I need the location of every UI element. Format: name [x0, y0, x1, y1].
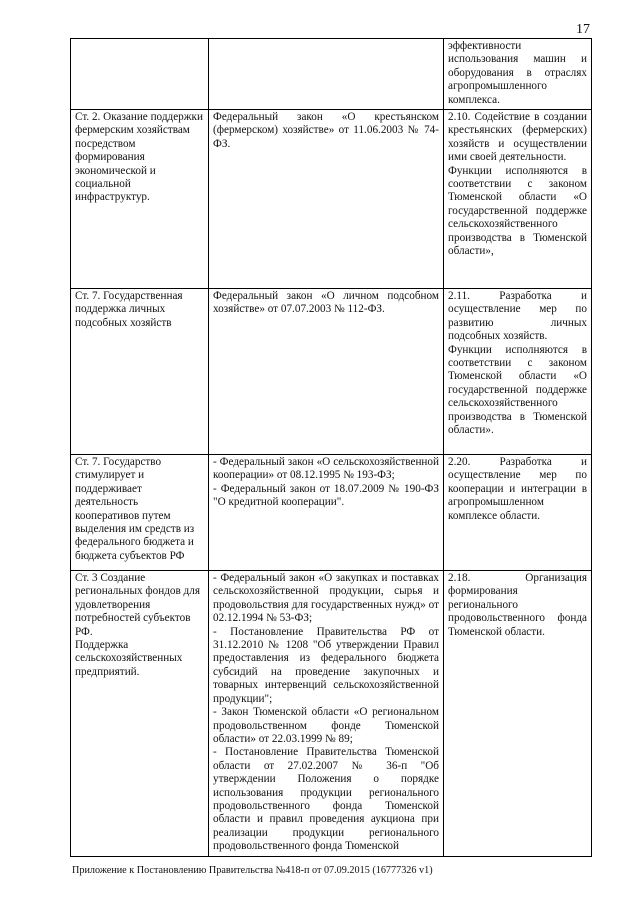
function-cell: [444, 455, 592, 571]
function-cell: [444, 39, 592, 110]
table-row: [71, 110, 592, 289]
function-text: 2.10. Содействие в создании крестьянских (фермерских) хозяйств и осуществлении ими своей деятельности.: [448, 111, 587, 164]
function-text: Функции исполняются в соответствии с законом Тюменской области «О государственной поддержке сельскохозяйственного производства в Тюменской области»,: [448, 164, 587, 258]
law-text: - Постановление Правительства РФ от 31.12.2010 № 1208 "Об утверждении Правил предоставления из федерального бюджета субсидий на проведение закупочных и товарных интервенций сельскохозяйственной продукции";: [213, 625, 439, 705]
table-row: [71, 571, 592, 857]
law-cell: [209, 289, 444, 455]
function-text: 2.18. Организация формирования регионального продовольственного фонда Тюменской области.: [448, 572, 587, 638]
function-cell: [444, 289, 592, 455]
law-cell: [209, 571, 444, 857]
function-text: 2.11. Разработка и осуществление мер по развитию личных подсобных хозяйств.: [448, 290, 587, 343]
law-text: - Федеральный закон от 18.07.2009 № 190-ФЗ "О кредитной кооперации".: [213, 482, 439, 509]
function-text: Функции исполняются в соответствии с законом Тюменской области «О государственной поддержке сельскохозяйственного производства в Тюменской области».: [448, 343, 587, 437]
law-text: Федеральный закон «О крестьянском (фермерском) хозяйстве» от 11.06.2003 № 74-ФЗ.: [213, 111, 439, 150]
article-text: Поддержка сельскохозяйственных предприятий.: [75, 639, 183, 678]
article-cell: [71, 455, 209, 571]
article-cell: [71, 39, 209, 110]
law-cell: [209, 455, 444, 571]
article-cell: [71, 289, 209, 455]
law-text: Федеральный закон «О личном подсобном хозяйстве» от 07.07.2003 № 112-ФЗ.: [213, 290, 439, 316]
table-row: [71, 289, 592, 455]
article-text: Ст. 7. Государство стимулирует и поддерживает деятельность кооперативов путем выделения им средств из федерального бюджета и бюджета субъектов РФ: [75, 456, 195, 562]
law-cell: [209, 39, 444, 110]
function-text: эффективности использования машин и оборудования в отраслях агропромышленного комплекса.: [448, 40, 587, 106]
page-number: 17: [576, 22, 590, 37]
function-cell: [444, 110, 592, 289]
document-footer: Приложение к Постановлению Правительства №418-п от 07.09.2015 (16777326 v1): [72, 865, 433, 876]
law-text: - Закон Тюменской области «О региональном продовольственном фонде Тюменской области» от 22.03.1999 № 89;: [213, 706, 439, 745]
law-cell: [209, 110, 444, 289]
article-text: Ст. 7. Государственная поддержка личных подсобных хозяйств: [75, 290, 183, 329]
law-text: - Постановление Правительства Тюменской области от 27.02.2007 № 36-п "Об утверждении Положения о порядке использования продукции регионального продовольственного фонда Тюменской области и правил проведения аукциона при реализации продукции регионального продовольственного фонда Тюменской: [213, 746, 439, 853]
article-text: Ст. 3 Создание региональных фондов для удовлетворения потребностей субъектов РФ.: [75, 572, 200, 638]
function-text: 2.20. Разработка и осуществление мер по кооперации и интеграции в агропромышленном комплексе области.: [448, 456, 587, 522]
article-cell: [71, 110, 209, 289]
law-text: - Федеральный закон «О закупках и поставках сельскохозяйственной продукции, сырья и продовольствия для государственных нужд» от 02.12.1994 № 53-ФЗ;: [213, 572, 439, 625]
table-row: [71, 39, 592, 110]
legislation-table: [70, 38, 592, 857]
law-text: - Федеральный закон «О сельскохозяйственной кооперации» от 08.12.1995 № 193-ФЗ;: [213, 456, 439, 482]
table-row: [71, 455, 592, 571]
function-cell: [444, 571, 592, 857]
article-cell: [71, 571, 209, 857]
article-text: Ст. 2. Оказание поддержки фермерским хозяйствам посредством формирования экономической и социальной инфраструктур.: [75, 111, 203, 204]
